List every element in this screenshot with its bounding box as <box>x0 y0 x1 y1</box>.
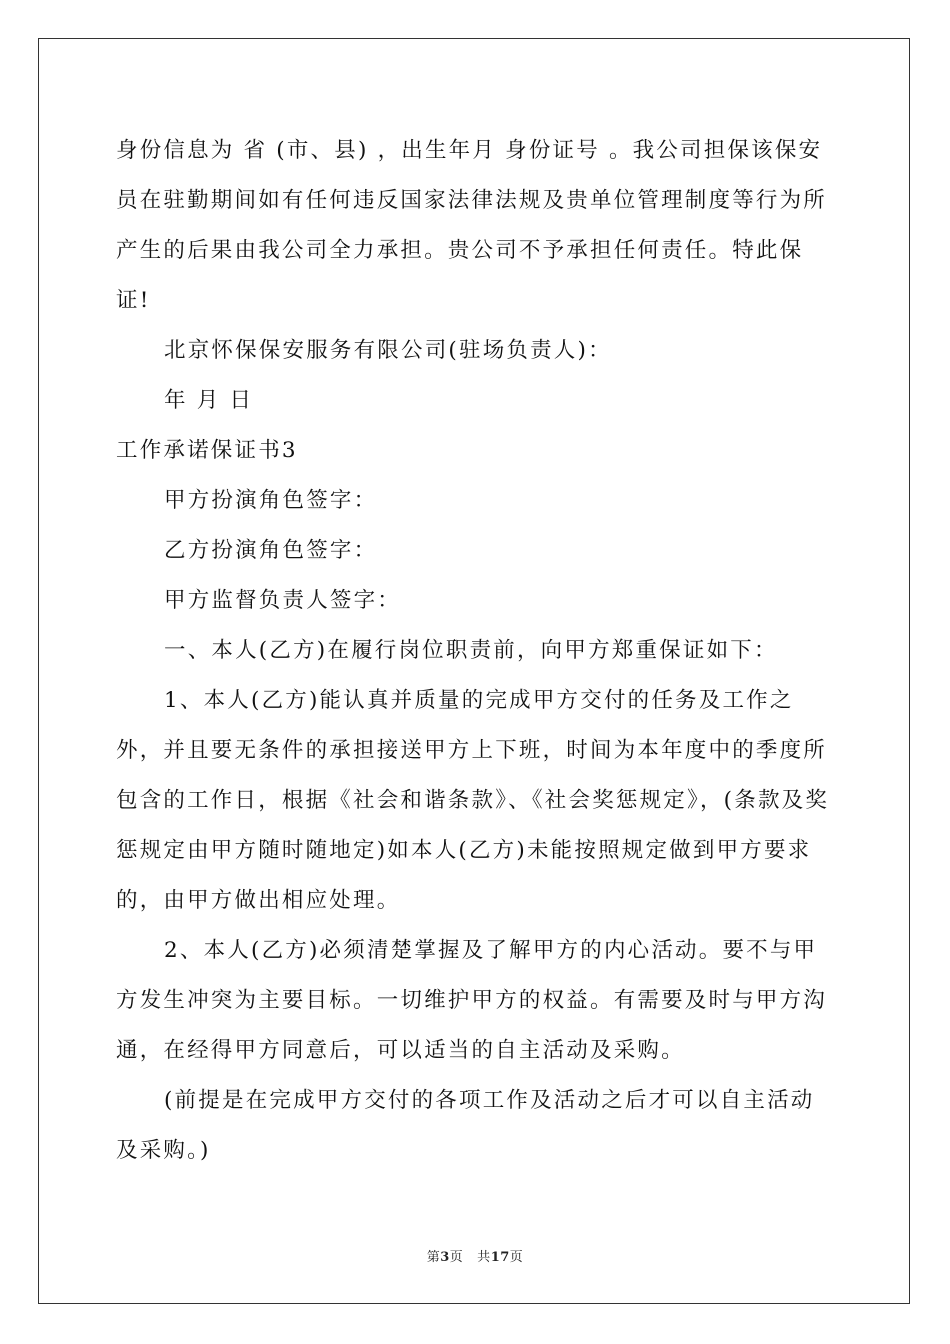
page-footer <box>0 1246 950 1265</box>
paragraph-date: 年 月 日 <box>164 388 254 413</box>
paragraph-guarantee-statement: 身份信息为 省 (市、县) ，出生年月 身份证号 。我公司担保该保安员在驻勤期间如有任何违反国家法律法规及贵单位管理制度等行为所产生的后果由我公司全力承担。贵公司不予承担任何责任。特此保证! <box>116 138 828 313</box>
paragraph-party-a-signature: 甲方扮演角色签字： <box>164 488 378 513</box>
total-suffix: 页 <box>509 1250 524 1265</box>
paragraph-clause-1: 1、本人(乙方)能认真并质量的完成甲方交付的任务及工作之外，并且要无条件的承担接送甲方上下班，时间为本年度中的季度所包含的工作日，根据《社会和谐条款》、《社会奖惩规定》，(条款及奖惩规定由甲方随时随地定)如本人(乙方)未能按照规定做到甲方要求的，由甲方做出相应处理。 <box>116 688 830 913</box>
paragraph-clause-note: (前提是在完成甲方交付的各项工作及活动之后才可以自主活动及采购。) <box>116 1088 815 1163</box>
total-prefix: 共 <box>477 1250 491 1265</box>
section-title: 工作承诺保证书3 <box>116 438 298 463</box>
page-number: 3 <box>440 1250 450 1265</box>
page-prefix: 第 <box>426 1250 441 1265</box>
paragraph-clause-2: 2、本人(乙方)必须清楚掌握及了解甲方的内心活动。要不与甲方发生冲突为主要目标。一切维护甲方的权益。有需要及时与甲方沟通，在经得甲方同意后，可以适当的自主活动及采购。 <box>116 938 828 1063</box>
paragraph-company-signature: 北京怀保保安服务有限公司(驻场负责人)： <box>164 338 612 363</box>
page-suffix: 页 <box>449 1250 464 1265</box>
total-pages: 17 <box>490 1250 510 1265</box>
document-body <box>116 126 836 1176</box>
paragraph-party-b-signature: 乙方扮演角色签字： <box>164 538 378 563</box>
paragraph-clause-intro: 一、本人(乙方)在履行岗位职责前，向甲方郑重保证如下： <box>164 638 778 663</box>
paragraph-supervisor-signature: 甲方监督负责人签字： <box>164 588 402 613</box>
